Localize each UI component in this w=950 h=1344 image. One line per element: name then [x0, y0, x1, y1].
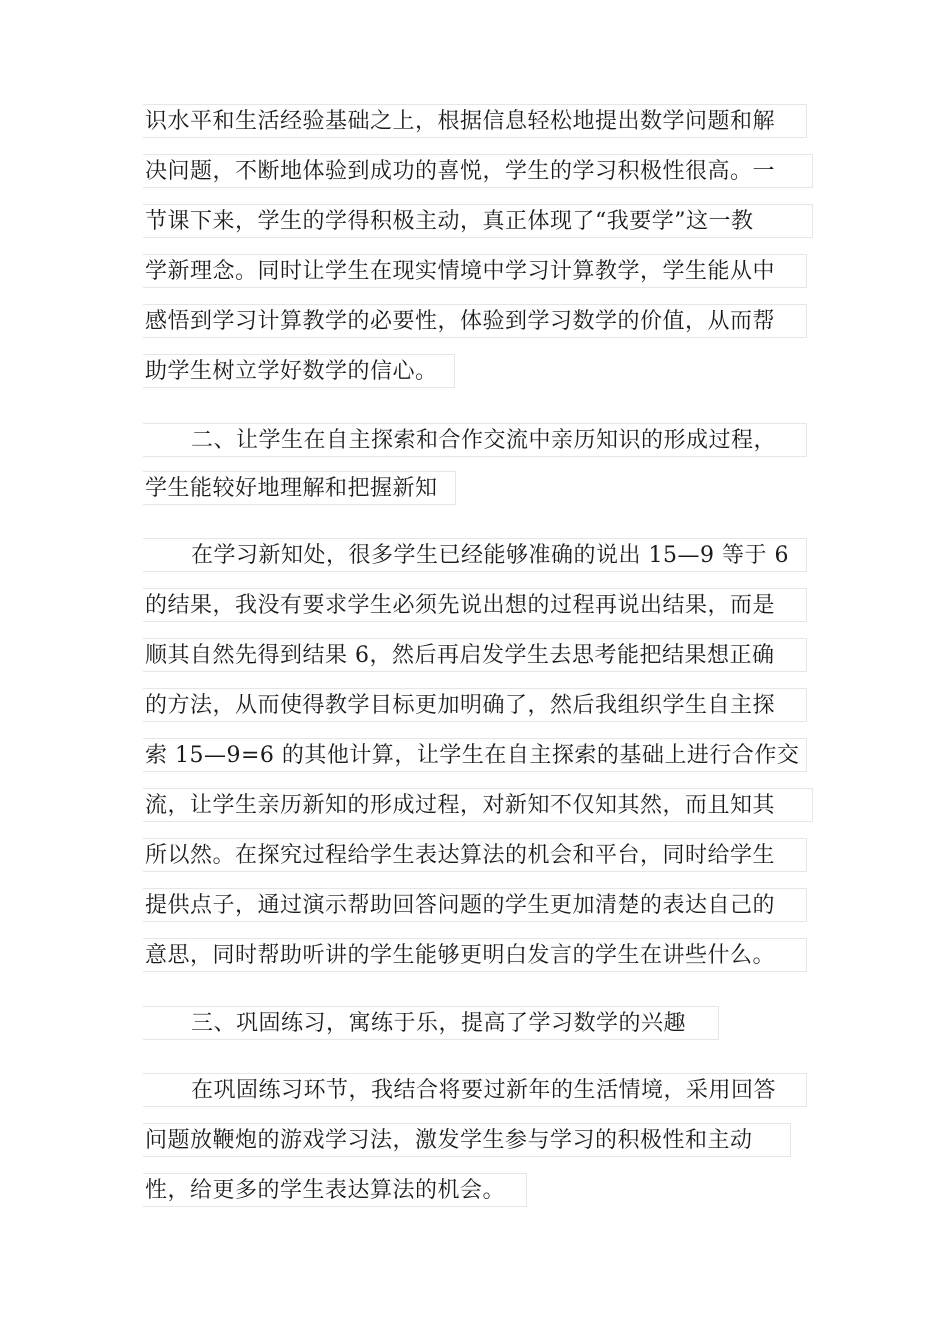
- text-line: 识水平和生活经验基础之上，根据信息轻松地提出数学问题和解: [143, 104, 807, 138]
- text-line: 问题放鞭炮的游戏学习法，激发学生参与学习的积极性和主动: [143, 1123, 791, 1157]
- text-line: 感悟到学习计算教学的必要性，体验到学习数学的价值，从而帮: [143, 304, 807, 338]
- section-heading: 三、巩固练习，寓练于乐，提高了学习数学的兴趣: [143, 1006, 719, 1040]
- text-line: 决问题，不断地体验到成功的喜悦，学生的学习积极性很高。一: [143, 154, 813, 188]
- section-heading-continuation: 学生能较好地理解和把握新知: [143, 471, 456, 505]
- section-heading: 二、让学生在自主探索和合作交流中亲历知识的形成过程，: [143, 423, 807, 457]
- text-line: 学新理念。同时让学生在现实情境中学习计算教学，学生能从中: [143, 254, 807, 288]
- text-line: 提供点子，通过演示帮助回答问题的学生更加清楚的表达自己的: [143, 888, 807, 922]
- text-line: 性，给更多的学生表达算法的机会。: [143, 1173, 527, 1207]
- text-line: 助学生树立学好数学的信心。: [143, 354, 455, 388]
- text-line: 流，让学生亲历新知的形成过程，对新知不仅知其然，而且知其: [143, 788, 813, 822]
- text-line: 在巩固练习环节，我结合将要过新年的生活情境，采用回答: [143, 1073, 807, 1107]
- text-line: 索 15—9=6 的其他计算，让学生在自主探索的基础上进行合作交: [143, 738, 807, 772]
- text-line: 在学习新知处，很多学生已经能够准确的说出 15—9 等于 6: [143, 538, 807, 572]
- text-line: 节课下来，学生的学得积极主动，真正体现了“我要学”这一教: [143, 204, 813, 238]
- text-line: 所以然。在探究过程给学生表达算法的机会和平台，同时给学生: [143, 838, 807, 872]
- text-line: 意思，同时帮助听讲的学生能够更明白发言的学生在讲些什么。: [143, 938, 807, 972]
- text-line: 的结果，我没有要求学生必须先说出想的过程再说出结果，而是: [143, 588, 807, 622]
- text-line: 的方法，从而使得教学目标更加明确了，然后我组织学生自主探: [143, 688, 807, 722]
- text-line: 顺其自然先得到结果 6，然后再启发学生去思考能把结果想正确: [143, 638, 807, 672]
